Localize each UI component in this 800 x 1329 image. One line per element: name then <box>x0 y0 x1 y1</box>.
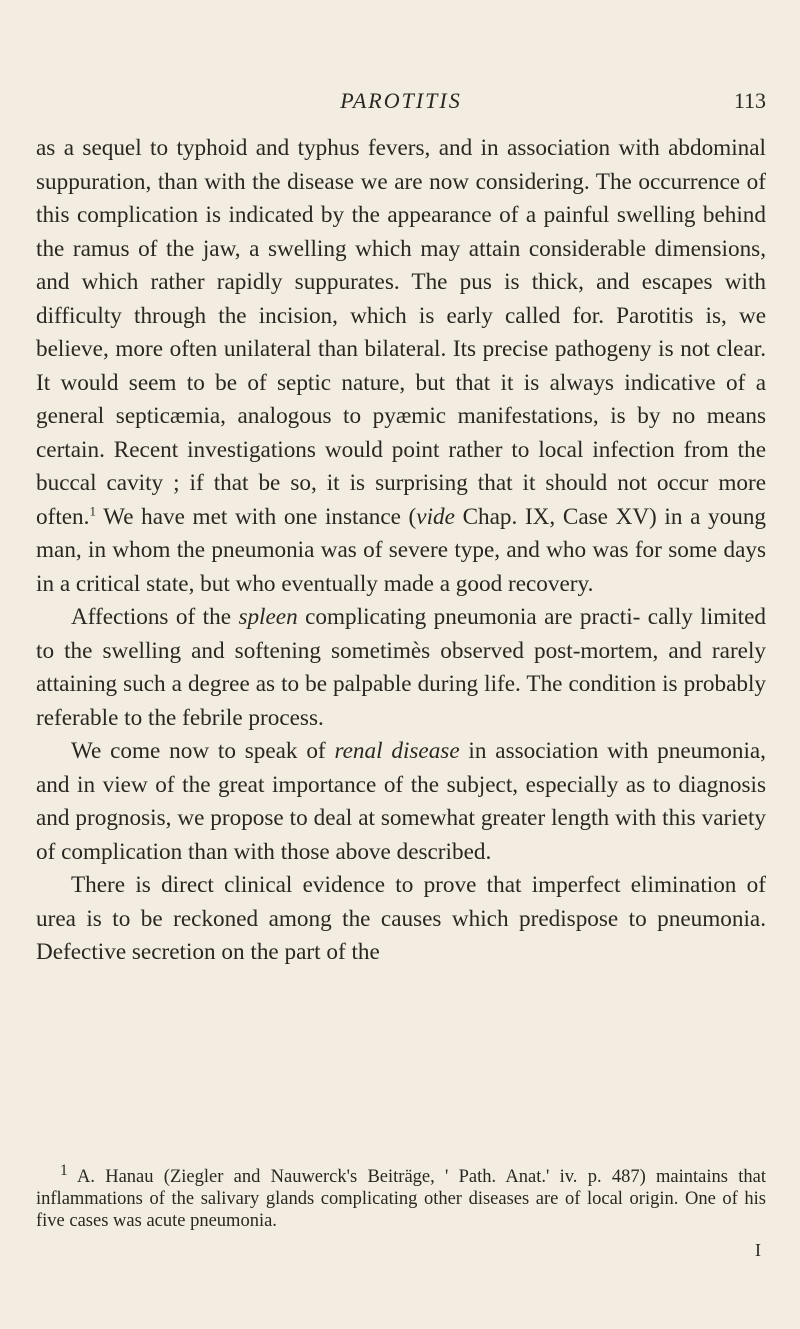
footnote-text: A. Hanau (Ziegler and Nauwerck's Beiträge, ' Path. Anat.' iv. p. 487) maintains that inflammations of the salivary glands complicating other diseases are of local origin. One of his five cases was acute pneumonia. <box>36 1167 766 1232</box>
paragraph-text: as a sequel to typhoid and typhus fevers, and in association with abdominal suppuration, than with the disease we are now considering. The occurrence of this complication is indicated by the appearance of a painful swelling behind the ramus of the jaw, a swelling which may attain considerable dimensions, and which rather rapidly suppurates. The pus is thick, and escapes with difficulty through the incision, which is early called for. Parotitis is, we believe, more often unilateral than bilateral. Its precise pathogeny is not clear. It would seem to be of septic nature, but that it is always indicative of a general septicæmia, analogous to pyæmic manifestations, is by no means certain. Recent investigations would point rather to local infection from the buccal cavity ; if that be so, it is surprising that it should not occur more often. <box>36 135 766 530</box>
footnotes <box>36 1160 766 1232</box>
paragraph-text: We have met with one instance ( <box>95 503 417 530</box>
footnote <box>36 1160 766 1232</box>
paragraph-text: Affections of the <box>71 604 239 630</box>
paragraph-text: We come now to speak of <box>71 738 335 764</box>
paragraph-text: Chap. IX, Case XV) in a young man, in whom the pneumonia was of severe type, and who was for some days in a critical state, but who eventually made a good recovery. <box>36 503 767 597</box>
page-number: 113 <box>733 88 766 113</box>
running-title: PAROTITIS <box>340 88 462 113</box>
body-text <box>36 132 766 970</box>
paragraph-parotitis <box>36 132 766 601</box>
italic-term-spleen: spleen <box>238 604 298 630</box>
paragraph-renal-disease <box>36 735 766 869</box>
signature-mark: I <box>755 1240 761 1260</box>
italic-term-vide: vide <box>416 503 455 530</box>
paragraph-text: in association with pneumonia, and in view of the great importance of the subject, especially as to diagnosis and prognosis, we propose to deal at somewhat greater length with this variety of complication than with those above described. <box>36 738 766 865</box>
footnote-marker: 1 <box>60 1162 68 1179</box>
page-header <box>36 88 766 122</box>
paragraph-spleen <box>36 601 766 735</box>
footnote-reference: 1 <box>89 502 96 518</box>
paragraph-text: complicating pneumonia are practi- cally limited to the swelling and softening sometimès observed post-mortem, and rarely attaining such a degree as to be palpable during life. The condition is probably referable to the febrile process. <box>36 604 767 731</box>
italic-term-renal-disease: renal disease <box>334 738 460 764</box>
paragraph-urea: There is direct clinical evidence to prove that imperfect elimination of urea is to be reckoned among the causes which predispose to pneumonia. Defective secretion on the part of the <box>36 872 766 965</box>
